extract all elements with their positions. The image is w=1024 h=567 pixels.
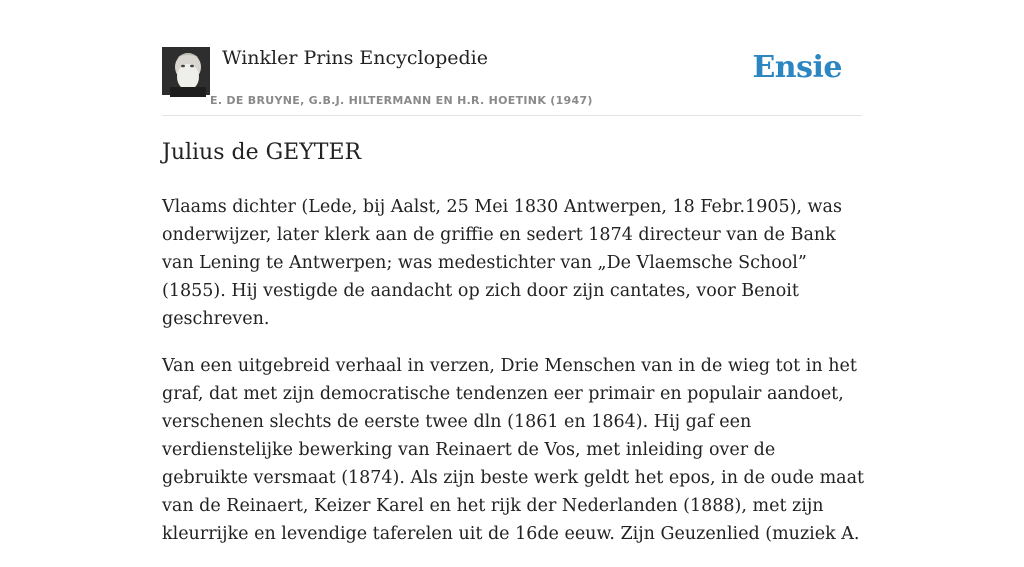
- article-paragraph: Vlaams dichter (Lede, bij Aalst, 25 Mei 1830 Antwerpen, 18 Febr.1905), was onderwijzer, later klerk aan de griffie en sedert 1874 directeur van de Bank van Lening te Antwerpen; was medestichter van „De Vlaemsche School” (1855). Hij vestigde de aandacht op zich door zijn cantates, voor Benoit geschreven.: [162, 197, 842, 329]
- ensie-logo[interactable]: Ensie: [752, 50, 842, 85]
- portrait-image: [162, 47, 210, 95]
- article-title: Julius de GEYTER: [162, 140, 362, 165]
- source-authors: E. DE BRUYNE, G.B.J. HILTERMANN EN H.R. HOETINK (1947): [210, 94, 593, 107]
- author-avatar[interactable]: [162, 47, 210, 95]
- source-title[interactable]: Winkler Prins Encyclopedie: [222, 47, 488, 69]
- source-header: [162, 46, 862, 116]
- article-paragraph: Van een uitgebreid verhaal in verzen, Drie Menschen van in de wieg tot in het graf, dat met zijn democratische tendenzen eer primair en populair aandoet, verschenen slechts de eerste twee dln (1861 en 1864). Hij gaf een verdienstelijke bewerking van Reinaert de Vos, met inleiding over de gebruikte versmaat (1874). Als zijn beste werk geldt het epos, in de oude maat van de Reinaert, Keizer Karel en het rijk der Nederlanden (1888), met zijn kleurrijke en levendige taferelen uit de 16de eeuw. Zijn Geuzenlied (muziek A.: [162, 356, 865, 544]
- article-body: [162, 193, 866, 567]
